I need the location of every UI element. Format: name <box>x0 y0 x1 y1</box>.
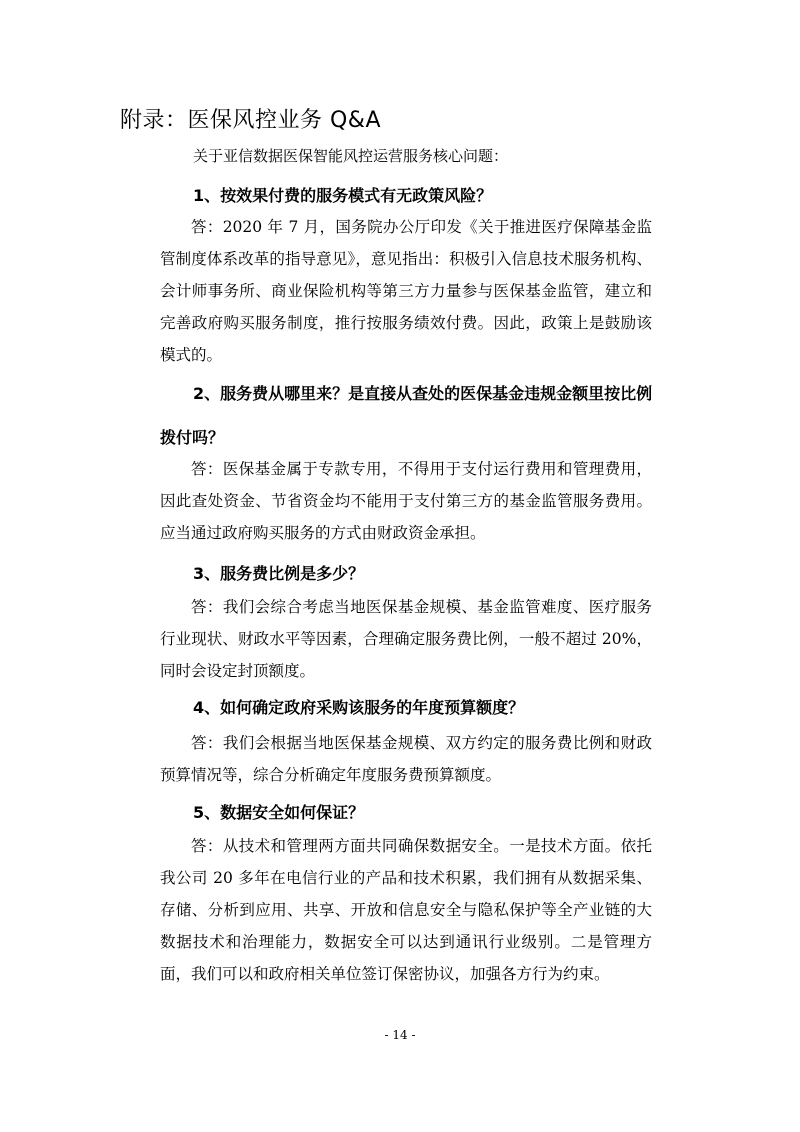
question-5: 5、数据安全如何保证？ <box>193 803 365 822</box>
page-title: 附录：医保风控业务 Q&A <box>120 108 382 133</box>
answer-2: 答：医保基金属于专款专用，不得用于支付运行费用和管理费用，因此查处资金、节省资金均不能用于支付第三方的基金监管服务费用。应当通过政府购买服务的方式由财政资金承担。 <box>160 460 652 542</box>
answer-3: 答：我们会综合考虑当地医保基金规模、基金监管难度、医疗服务行业现状、财政水平等因素，合理确定服务费比例，一般不超过 20%，同时会设定封顶额度。 <box>160 598 652 680</box>
answer-1: 答：2020 年 7 月，国务院办公厅印发《关于推进医疗保障基金监管制度体系改革的指导意见》，意见指出：积极引入信息技术服务机构、会计师事务所、商业保险机构等第三方力量参与医保基金监管，建立和完善政府购买服务制度，推行按服务绩效付费。因此，政策上是鼓励该模式的。 <box>160 218 652 364</box>
intro-paragraph: 关于亚信数据医保智能风控运营服务核心问题： <box>193 147 509 165</box>
question-2-continued: 拨付吗？ <box>160 428 225 447</box>
page-number: - 14 - <box>384 1028 416 1042</box>
answer-5: 答：从技术和管理两方面共同确保数据安全。一是技术方面。依托我公司 20 多年在电信行业的产品和技术积累，我们拥有从数据采集、存储、分析到应用、共享、开放和信息安全与隐私保护等全产业链的大数据技术和治理能力，数据安全可以达到通讯行业级别。二是管理方面，我们可以和政府相关单位签订保密协议，加强各方行为约束。 <box>160 837 652 983</box>
question-3: 3、服务费比例是多少？ <box>193 564 365 583</box>
question-4: 4、如何确定政府采购该服务的年度预算额度？ <box>193 698 525 717</box>
answer-4: 答：我们会根据当地医保基金规模、双方约定的服务费比例和财政预算情况等，综合分析确定年度服务费预算额度。 <box>160 734 652 784</box>
question-2: 2、服务费从哪里来？是直接从查处的医保基金违规金额里按比例 <box>193 384 653 403</box>
question-1: 1、按效果付费的服务模式有无政策风险？ <box>193 186 493 205</box>
